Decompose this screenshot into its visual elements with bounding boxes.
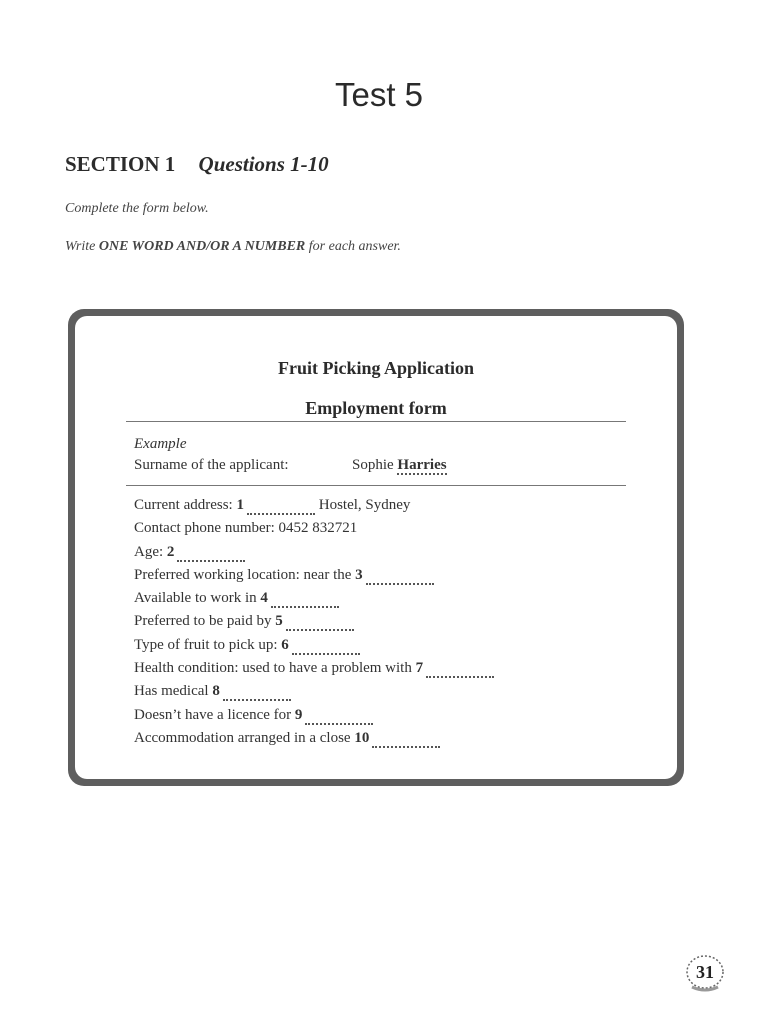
question-item	[134, 704, 494, 727]
question-number: 5	[275, 613, 283, 630]
question-number: 10	[354, 729, 370, 746]
question-item	[134, 494, 494, 517]
question-text: Age:	[134, 543, 167, 560]
answer-blank[interactable]	[247, 499, 315, 515]
question-text: Health condition: used to have a problem with	[134, 660, 416, 677]
section-label: SECTION 1	[65, 152, 176, 176]
question-text: Type of fruit to pick up:	[134, 636, 282, 653]
answer-blank[interactable]	[177, 546, 245, 562]
instruction-word-limit-pre: Write	[65, 239, 99, 254]
question-item	[134, 610, 494, 633]
form-panel	[75, 316, 677, 779]
form-frame	[68, 309, 684, 786]
question-item	[134, 634, 494, 657]
question-item	[134, 680, 494, 703]
question-item	[134, 541, 494, 564]
page-number: 31	[696, 962, 714, 982]
answer-blank[interactable]	[366, 569, 434, 585]
question-item	[134, 564, 494, 587]
answer-blank[interactable]	[372, 732, 440, 748]
question-text: Doesn’t have a licence for	[134, 706, 295, 723]
form-title: Fruit Picking Application	[277, 358, 475, 378]
question-number: 9	[294, 706, 303, 723]
question-number: 2	[166, 543, 175, 560]
answer-blank[interactable]	[292, 639, 360, 655]
example-answer-given: Sophie	[352, 457, 394, 473]
test-title: Test 5	[334, 76, 424, 113]
instruction-complete-form: Complete the form below.	[65, 201, 209, 216]
question-number: 7	[415, 660, 424, 677]
questions-range: Questions 1-10	[198, 152, 329, 176]
answer-blank[interactable]	[426, 662, 494, 678]
question-item	[134, 657, 494, 680]
example-field: Surname of the applicant:	[134, 457, 289, 473]
question-number: 3	[355, 566, 363, 583]
instruction-word-limit-bold: ONE WORD AND/OR A NUMBER	[98, 239, 306, 254]
divider-bottom	[126, 485, 626, 486]
question-text: Available to work in	[134, 590, 261, 607]
question-item	[134, 587, 494, 610]
question-item	[134, 517, 494, 540]
page-number-badge	[682, 951, 728, 993]
question-list	[134, 494, 494, 750]
question-text-after: Hostel, Sydney	[314, 497, 411, 513]
question-item	[134, 727, 494, 750]
question-text: Accommodation arranged in a close	[134, 729, 355, 746]
answer-blank[interactable]	[223, 685, 291, 701]
question-number: 6	[281, 636, 289, 653]
instruction-word-limit-post: for each answer.	[305, 239, 401, 254]
section-heading	[65, 152, 329, 177]
form-subtitle: Employment form	[305, 398, 447, 418]
answer-blank[interactable]	[286, 615, 354, 631]
answer-blank[interactable]	[305, 709, 373, 725]
example-answer-key: Harries	[397, 457, 447, 473]
question-number: 4	[260, 590, 268, 607]
question-text: Contact phone number: 0452 832721	[134, 520, 358, 537]
instruction-word-limit	[65, 239, 401, 255]
question-text: Preferred working location: near the	[134, 566, 356, 583]
answer-blank[interactable]	[271, 592, 339, 608]
question-number: 1	[236, 497, 244, 513]
question-text: Has medical	[134, 683, 213, 700]
question-text: Preferred to be paid by	[134, 613, 276, 630]
example-answer	[352, 457, 447, 474]
question-number: 8	[212, 683, 220, 700]
example-label: Example	[134, 436, 187, 452]
divider-top	[126, 421, 626, 422]
question-text: Current address:	[134, 497, 237, 513]
